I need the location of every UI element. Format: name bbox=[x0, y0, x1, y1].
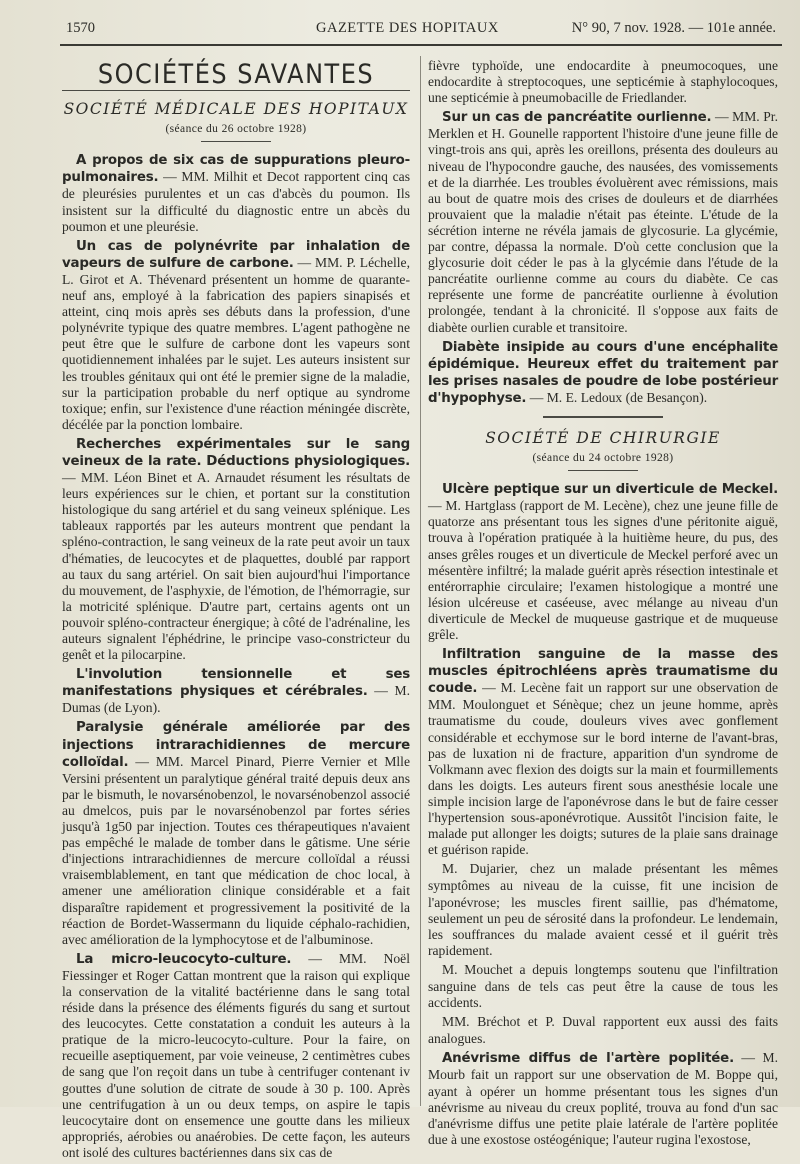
article-body: — M. Mourb fait un rapport sur une observation de M. Boppe qui, ayant à opérer un homme présentant tous les signes d'un anévrisme au niveau du creux poplité, trouva au fond d'un sac d'anévrisme diffus une petite plaie latérale de l'artère poplitée due à une exostose ostéogénique; l'auteur rugina l'exostose, bbox=[428, 1050, 778, 1147]
article-heading: Paralysie générale améliorée par des injections intrarachidiennes de mercure colloïdal. bbox=[62, 720, 410, 770]
article-body: — MM. Noël Fiessinger et Roger Cattan montrent que la raison qui explique la conservation de la vitalité bactérienne dans le sang total réside dans la présence des éléments figurés du sang et surtout des leucocytes. Cette constatation a conduit les auteurs à la pratique de la micro-leucocyto-culture. Pour la faire, on recueille aseptiquement, par voie veineuse, 2 centimètres cubes de sang que l'on reçoit dans un tube à centrifuger contenant iv gouttes d'une solution de citrate de soude à 30 p. 100. Après une centrifugation à un ou deux temps, on aspire le tapis leucocytaire dont on ensemence une goutte dans les milieux appropriés, aérobies ou anaérobies. De cette façon, les auteurs ont isolé des cultures bactériennes dans six cas de bbox=[62, 950, 410, 1160]
article bbox=[62, 719, 410, 947]
article-body: — MM. Milhit et Decot rapportent cinq cas de pleurésies purulentes et un cas d'abcès du poumon. Ils insistent sur la difficulté du diagnostic entre un abcès du poumon et une pleurésie. bbox=[62, 169, 410, 234]
article-heading: Diabète insipide au cours d'une encéphalite épidémique. Heureux effet du traitement par les prises nasales de poudre de lobe postérieur d'hypophyse. bbox=[428, 339, 778, 406]
society-rule bbox=[201, 141, 271, 142]
left-column bbox=[62, 56, 410, 1164]
publication-name: GAZETTE DES HOPITAUX bbox=[316, 20, 499, 36]
article-heading: Ulcère peptique sur un diverticule de Meckel. bbox=[442, 482, 778, 498]
society-rule bbox=[568, 470, 638, 471]
article-heading: Sur un cas de pancréatite ourlienne. bbox=[442, 110, 712, 126]
article bbox=[62, 152, 410, 234]
section-title: SOCIÉTÉS SAVANTES bbox=[97, 58, 375, 90]
article bbox=[62, 666, 410, 716]
page-header bbox=[60, 18, 782, 46]
article bbox=[428, 962, 778, 1011]
article-body: MM. Bréchot et P. Duval rapportent eux aussi des faits analogues. bbox=[428, 1014, 778, 1047]
column-divider bbox=[420, 56, 421, 1106]
article-body: M. Dujarier, chez un malade présentant les mêmes symptômes au niveau de la cuisse, fit une incision de l'aponévrose; les muscles firent saillie, pas d'hématome, seulement un peu de sérosité dans la profondeur. Le lendemain, les souffrances du malade avaient cessé et il guérit très rapidement. bbox=[428, 861, 778, 958]
issue-date: N° 90, 7 nov. 1928. — 101e année. bbox=[571, 20, 776, 36]
article-body: M. Mouchet a depuis longtemps soutenu que l'infiltration sanguine dans de tels cas peut être la cause de tous les accidents. bbox=[428, 961, 778, 1011]
article-heading: A propos de six cas de suppurations pleuro-pulmonaires. bbox=[62, 153, 410, 186]
article-body: — M. Dumas (de Lyon). bbox=[62, 683, 410, 716]
article bbox=[428, 339, 778, 407]
article bbox=[428, 1050, 778, 1148]
article-heading: Un cas de polynévrite par inhalation de vapeurs de sulfure de carbone. bbox=[62, 238, 410, 271]
society-title: SOCIÉTÉ MÉDICALE DES HOPITAUX bbox=[63, 100, 409, 119]
article bbox=[62, 951, 410, 1161]
article-body: — MM. P. Léchelle, L. Girot et A. Thévenard présentent un homme de quarante-neuf ans, employé à la fabrication des papiers sinapisés et atteint, cinq mois après ses débuts dans la profession, d'une polynévrite typique des quatre membres. L'agent pathogène ne peut être que le sulfure de carbone dont les vapeurs sont quotidiennement inhalées par le sujet. Les auteurs insistent sur les troubles génitaux qui ont été le premier signe de la maladie, sur la participation probable du nerf optique au syndrome toxique; enfin, sur l'existence d'une réaction méningée discrète, décélée par la ponction lombaire. bbox=[62, 254, 410, 432]
society-session: (séance du 26 octobre 1928) bbox=[165, 123, 307, 136]
article bbox=[428, 109, 778, 335]
article bbox=[428, 481, 778, 643]
society-session: (séance du 24 octobre 1928) bbox=[532, 452, 674, 465]
article-heading: La micro-leucocyto-culture. bbox=[76, 951, 292, 967]
section-rule bbox=[62, 90, 410, 91]
header-rule bbox=[60, 44, 782, 46]
article-body: — MM. Léon Binet et A. Arnaudet résument les résultats de leurs expériences sur le chien, et portant sur la constitution histologique du sang artériel et du sang veineux splénique. Les tableaux rapportés par les auteurs montrent que pendant la splénо-contraction, le sang veineux de la rate peut avoir un taux d'hématies, de leucocytes et de plaquettes, doublé par rapport au taux du sang artériel. On sait bien aujourd'hui l'importance du mouvement, de l'asphyxie, de l'émotion, de l'hémorragie, sur la motricité splénique. D'autre part, certains agents ont un pouvoir spléno-contracteur énergique; à côté de l'adrénaline, les auteurs signalent l'éphédrine, le principe vaso-constricteur du genêt et la pilocarpine. bbox=[62, 470, 410, 663]
society-title: SOCIÉTÉ DE CHIRURGIE bbox=[485, 428, 721, 447]
article bbox=[428, 1014, 778, 1047]
article-body: — MM. Pr. Merklen et H. Gounelle rapportent l'histoire d'une jeune fille de vingt-trois ans qui, après les oreillons, présenta des douleurs au niveau de l'hypocondre gauche, des nausées, des vomissements et de la diarrhée. Les troubles évoluèrent avec rémissions, mais au bout de quatre mois des crises de douleurs et de diarrhées prouvaient que la maladie n'était pas éteinte. L'étude de la sécrétion interne ne révéla jamais de glycosurie. La glycémie, par contre, dépassa la normale. D'où cette conclusion que la glycosurie doit céder le pas à la glycémie dans l'étude de la pancréatite ourlienne comme au cours du diabète. Ce cas représente une forme de pancréatite ourlienne à évolution prolongée, tendant à la chronicité. Il s'oppose aux faits de diabète ourlien curable et transitoire. bbox=[428, 109, 778, 335]
article-heading: L'involution tensionnelle et ses manifestations physiques et cérébrales. bbox=[62, 667, 410, 700]
article-heading: Anévrisme diffus de l'artère poplitée. bbox=[442, 1051, 734, 1067]
article-body: — M. Lecène fait un rapport sur une observation de MM. Moulonguet et Sénèque; chez un jeune homme, après traumatisme du coude, douleurs vives avec gonflement considérable et ecchymose sur le bord interne de l'avant-bras, pas de luxation ni de fracture, apparition d'un syndrome de Volkmann avec flexion des doigts sur la main et fourmillements dans les doigts. Les auteurs firent sous anesthésie locale une simple incision large de l'aponévrose dans le but de faire cesser l'hypertension sous-aponévrotique. Aussitôt l'incision faite, le malade put allonger les doigts; sutures de la plaie sans drainage et guérison rapide. bbox=[428, 680, 778, 858]
article-heading: Recherches expérimentales sur le sang veineux de la rate. Déductions physiologiques. bbox=[62, 436, 410, 469]
article-body: — M. E. Ledoux (de Besançon). bbox=[526, 389, 708, 405]
article-body: — MM. Marcel Pinard, Pierre Vernier et Mlle Versini présentent un paralytique général traité depuis deux ans par le bismuth, le novarsénobenzol, le novarsénobenzol associé au dmelcos, puis par le novarsénobenzol par fortes séries jusqu'à 1g50 par injection. Toutes ces thérapeutiques n'avaient pas empêché le malade de tomber dans le gâtisme. Une série d'injections intrarachidiennes de mercure colloïdal a réussi vraisemblablement, en tant que médication de choc local, à amener une amélioration clinique considérable et a fait disparaître rapidement et progressivement la positivité de la réaction de Bordet-Wassermann du liquide céphalo-rachidien, avec amélioration de la lymphocytose et de l'albuminose. bbox=[62, 753, 410, 947]
article bbox=[62, 436, 410, 663]
article bbox=[428, 646, 778, 858]
article-body: — M. Hartglass (rapport de M. Lecène), chez une jeune fille de quatorze ans présentant tous les signes d'une péritonite aiguë, trouva à l'opération pratiquée à la huitième heure, du pus, des anses grêles rouges et un diverticule de Meckel perforé avec un mésentère infiltré; la malade guérit après résection intestinale et entérorraphie circulaire; l'examen histologique a montré une lésion ulcéreuse et caséeuse, avec mélange au niveau d'un diverticule de Meckel de muqueuse gastrique et de muqueuse grêle. bbox=[428, 498, 778, 642]
page-number: 1570 bbox=[66, 20, 95, 36]
society-separator bbox=[543, 416, 663, 418]
article bbox=[428, 861, 778, 959]
article-heading: Infiltration sanguine de la masse des muscles épitrochléens après traumatisme du coude. bbox=[428, 647, 778, 697]
article bbox=[62, 238, 410, 433]
right-column bbox=[428, 58, 778, 1151]
continued-text: fièvre typhoïde, une endocardite à pneumocoques, une endocardite à streptocoques, une septicémie à staphylocoques, une septicémie à pneumobacille de Friedlander. bbox=[428, 58, 778, 106]
